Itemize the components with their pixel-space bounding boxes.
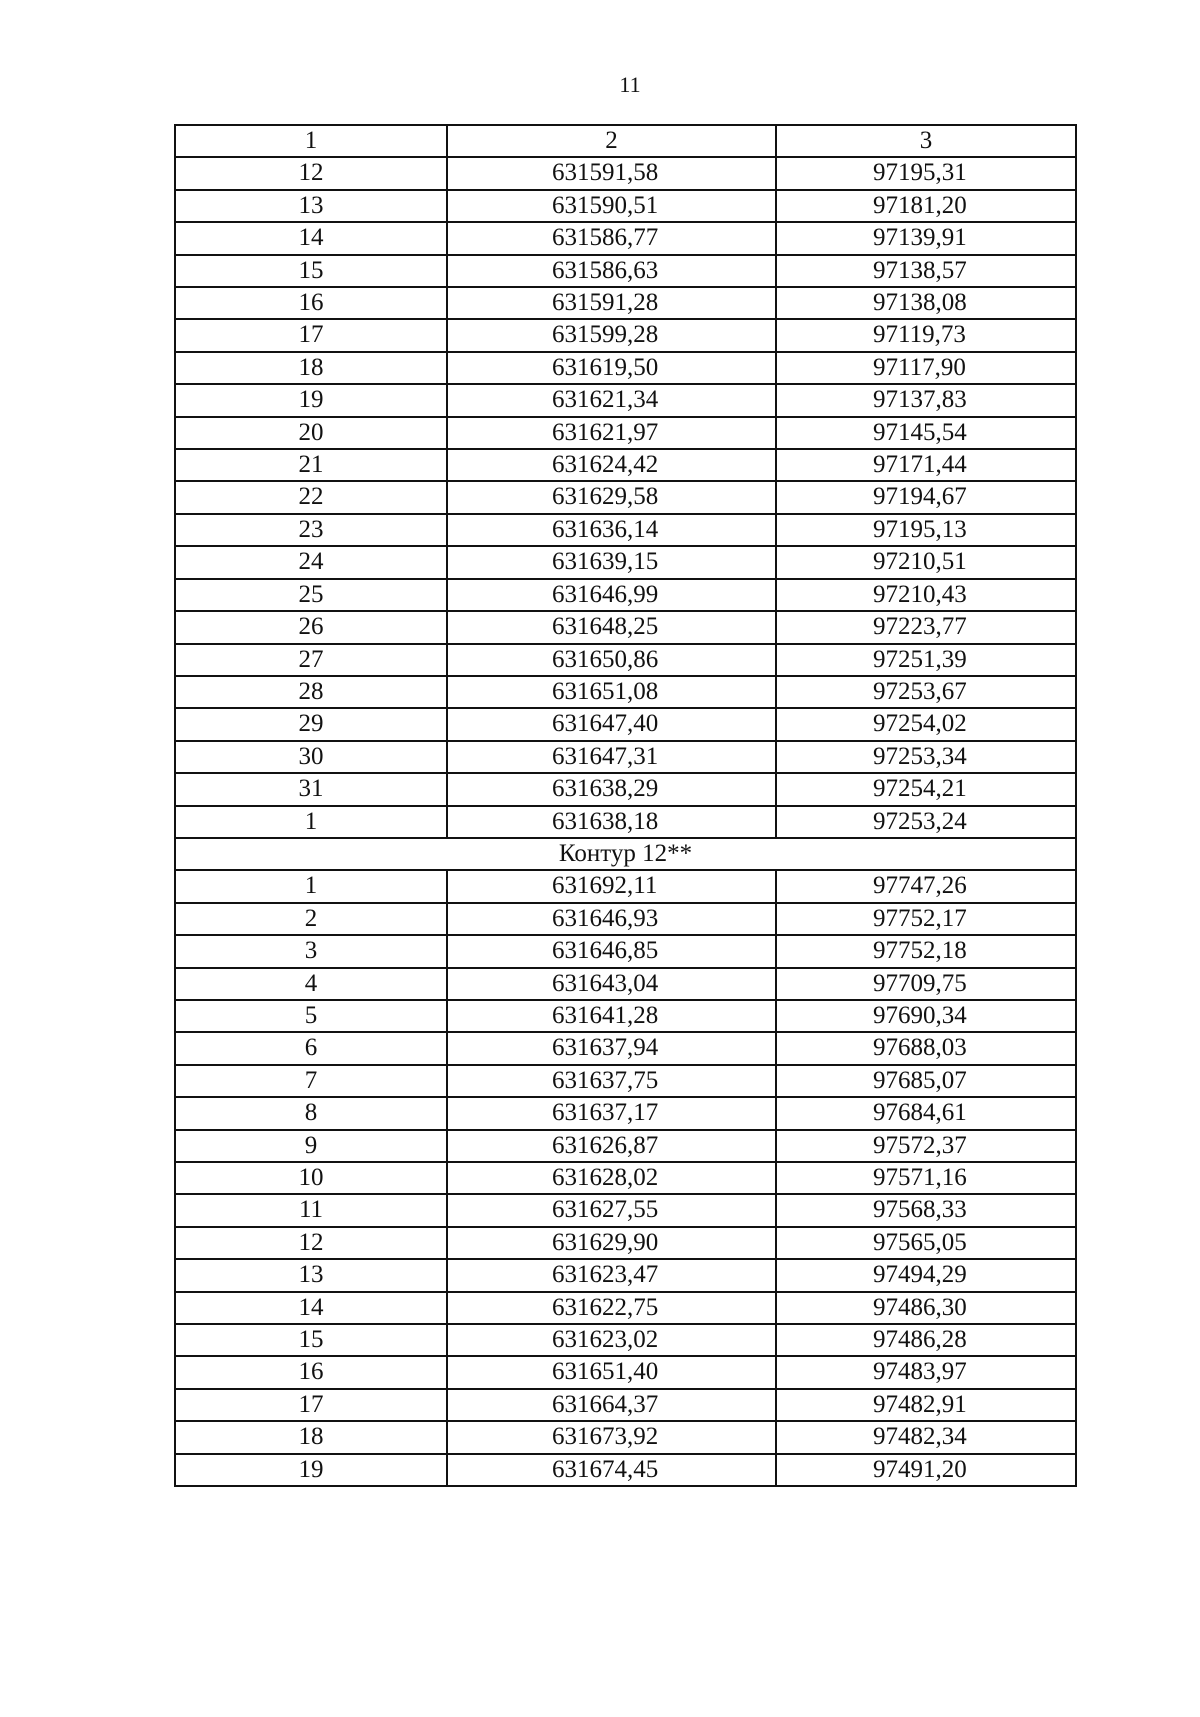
y-coordinate-cell: 97137,83 <box>776 384 1076 416</box>
table-row <box>175 935 1076 967</box>
point-number-cell: 15 <box>175 255 447 287</box>
table-row <box>175 1389 1076 1421</box>
x-coordinate-cell: 631648,25 <box>447 611 776 643</box>
y-coordinate-cell: 97709,75 <box>776 968 1076 1000</box>
section-title: Контур 12** <box>175 838 1076 870</box>
table-row <box>175 1292 1076 1324</box>
y-coordinate-cell: 97571,16 <box>776 1162 1076 1194</box>
table-row <box>175 1324 1076 1356</box>
point-number-cell: 11 <box>175 1194 447 1226</box>
table-row <box>175 1032 1076 1064</box>
x-coordinate-cell: 631619,50 <box>447 352 776 384</box>
point-number-cell: 10 <box>175 1162 447 1194</box>
x-coordinate-cell: 631629,90 <box>447 1227 776 1259</box>
table-row <box>175 676 1076 708</box>
x-coordinate-cell: 631647,40 <box>447 708 776 740</box>
y-coordinate-cell: 97752,17 <box>776 903 1076 935</box>
x-coordinate-cell: 631639,15 <box>447 546 776 578</box>
point-number-cell: 31 <box>175 773 447 805</box>
point-number-cell: 18 <box>175 352 447 384</box>
header-cell-x: 2 <box>447 125 776 157</box>
point-number-cell: 9 <box>175 1130 447 1162</box>
table-row <box>175 1130 1076 1162</box>
point-number-cell: 18 <box>175 1421 447 1453</box>
x-coordinate-cell: 631646,99 <box>447 579 776 611</box>
table-row <box>175 514 1076 546</box>
x-coordinate-cell: 631622,75 <box>447 1292 776 1324</box>
table-row <box>175 222 1076 254</box>
x-coordinate-cell: 631626,87 <box>447 1130 776 1162</box>
y-coordinate-cell: 97494,29 <box>776 1259 1076 1291</box>
x-coordinate-cell: 631627,55 <box>447 1194 776 1226</box>
coordinates-table-body <box>175 125 1076 1486</box>
x-coordinate-cell: 631637,75 <box>447 1065 776 1097</box>
table-row <box>175 708 1076 740</box>
point-number-cell: 13 <box>175 1259 447 1291</box>
coordinates-table <box>174 124 1077 1487</box>
x-coordinate-cell: 631646,85 <box>447 935 776 967</box>
table-row <box>175 319 1076 351</box>
point-number-cell: 13 <box>175 190 447 222</box>
table-row <box>175 546 1076 578</box>
y-coordinate-cell: 97195,31 <box>776 157 1076 189</box>
table-row <box>175 287 1076 319</box>
point-number-cell: 8 <box>175 1097 447 1129</box>
x-coordinate-cell: 631586,77 <box>447 222 776 254</box>
y-coordinate-cell: 97117,90 <box>776 352 1076 384</box>
x-coordinate-cell: 631674,45 <box>447 1454 776 1486</box>
y-coordinate-cell: 97145,54 <box>776 417 1076 449</box>
point-number-cell: 23 <box>175 514 447 546</box>
x-coordinate-cell: 631623,02 <box>447 1324 776 1356</box>
point-number-cell: 2 <box>175 903 447 935</box>
x-coordinate-cell: 631650,86 <box>447 644 776 676</box>
point-number-cell: 24 <box>175 546 447 578</box>
x-coordinate-cell: 631641,28 <box>447 1000 776 1032</box>
x-coordinate-cell: 631638,18 <box>447 806 776 838</box>
x-coordinate-cell: 631692,11 <box>447 870 776 902</box>
point-number-cell: 15 <box>175 1324 447 1356</box>
table-row <box>175 1421 1076 1453</box>
section-title-row <box>175 838 1076 870</box>
y-coordinate-cell: 97482,34 <box>776 1421 1076 1453</box>
y-coordinate-cell: 97685,07 <box>776 1065 1076 1097</box>
y-coordinate-cell: 97194,67 <box>776 481 1076 513</box>
x-coordinate-cell: 631643,04 <box>447 968 776 1000</box>
table-row <box>175 1356 1076 1388</box>
point-number-cell: 25 <box>175 579 447 611</box>
table-row <box>175 968 1076 1000</box>
x-coordinate-cell: 631647,31 <box>447 741 776 773</box>
point-number-cell: 1 <box>175 870 447 902</box>
x-coordinate-cell: 631646,93 <box>447 903 776 935</box>
point-number-cell: 19 <box>175 1454 447 1486</box>
point-number-cell: 17 <box>175 319 447 351</box>
y-coordinate-cell: 97210,51 <box>776 546 1076 578</box>
table-row <box>175 1097 1076 1129</box>
table-row <box>175 741 1076 773</box>
point-number-cell: 20 <box>175 417 447 449</box>
y-coordinate-cell: 97568,33 <box>776 1194 1076 1226</box>
point-number-cell: 28 <box>175 676 447 708</box>
x-coordinate-cell: 631638,29 <box>447 773 776 805</box>
y-coordinate-cell: 97684,61 <box>776 1097 1076 1129</box>
header-cell-y: 3 <box>776 125 1076 157</box>
x-coordinate-cell: 631591,28 <box>447 287 776 319</box>
y-coordinate-cell: 97223,77 <box>776 611 1076 643</box>
x-coordinate-cell: 631624,42 <box>447 449 776 481</box>
table-row <box>175 1259 1076 1291</box>
point-number-cell: 16 <box>175 287 447 319</box>
table-row <box>175 157 1076 189</box>
y-coordinate-cell: 97210,43 <box>776 579 1076 611</box>
x-coordinate-cell: 631637,17 <box>447 1097 776 1129</box>
table-row <box>175 903 1076 935</box>
y-coordinate-cell: 97119,73 <box>776 319 1076 351</box>
point-number-cell: 12 <box>175 1227 447 1259</box>
point-number-cell: 22 <box>175 481 447 513</box>
table-row <box>175 611 1076 643</box>
y-coordinate-cell: 97491,20 <box>776 1454 1076 1486</box>
y-coordinate-cell: 97253,24 <box>776 806 1076 838</box>
y-coordinate-cell: 97486,30 <box>776 1292 1076 1324</box>
y-coordinate-cell: 97253,34 <box>776 741 1076 773</box>
x-coordinate-cell: 631599,28 <box>447 319 776 351</box>
table-row <box>175 190 1076 222</box>
y-coordinate-cell: 97253,67 <box>776 676 1076 708</box>
x-coordinate-cell: 631586,63 <box>447 255 776 287</box>
point-number-cell: 17 <box>175 1389 447 1421</box>
x-coordinate-cell: 631637,94 <box>447 1032 776 1064</box>
x-coordinate-cell: 631651,40 <box>447 1356 776 1388</box>
y-coordinate-cell: 97572,37 <box>776 1130 1076 1162</box>
y-coordinate-cell: 97688,03 <box>776 1032 1076 1064</box>
point-number-cell: 1 <box>175 806 447 838</box>
point-number-cell: 26 <box>175 611 447 643</box>
table-row <box>175 644 1076 676</box>
point-number-cell: 7 <box>175 1065 447 1097</box>
point-number-cell: 16 <box>175 1356 447 1388</box>
point-number-cell: 30 <box>175 741 447 773</box>
y-coordinate-cell: 97254,02 <box>776 708 1076 740</box>
point-number-cell: 29 <box>175 708 447 740</box>
x-coordinate-cell: 631590,51 <box>447 190 776 222</box>
y-coordinate-cell: 97752,18 <box>776 935 1076 967</box>
y-coordinate-cell: 97482,91 <box>776 1389 1076 1421</box>
x-coordinate-cell: 631591,58 <box>447 157 776 189</box>
point-number-cell: 14 <box>175 1292 447 1324</box>
header-cell-point: 1 <box>175 125 447 157</box>
table-row <box>175 1227 1076 1259</box>
point-number-cell: 4 <box>175 968 447 1000</box>
y-coordinate-cell: 97195,13 <box>776 514 1076 546</box>
table-row <box>175 352 1076 384</box>
y-coordinate-cell: 97483,97 <box>776 1356 1076 1388</box>
y-coordinate-cell: 97181,20 <box>776 190 1076 222</box>
x-coordinate-cell: 631673,92 <box>447 1421 776 1453</box>
table-row <box>175 806 1076 838</box>
table-row <box>175 417 1076 449</box>
page-number: 11 <box>619 72 641 97</box>
point-number-cell: 19 <box>175 384 447 416</box>
y-coordinate-cell: 97138,57 <box>776 255 1076 287</box>
y-coordinate-cell: 97486,28 <box>776 1324 1076 1356</box>
table-row <box>175 255 1076 287</box>
point-number-cell: 5 <box>175 1000 447 1032</box>
table-row <box>175 1065 1076 1097</box>
point-number-cell: 27 <box>175 644 447 676</box>
x-coordinate-cell: 631621,34 <box>447 384 776 416</box>
point-number-cell: 14 <box>175 222 447 254</box>
table-row <box>175 1000 1076 1032</box>
table-row <box>175 1194 1076 1226</box>
table-row <box>175 773 1076 805</box>
y-coordinate-cell: 97254,21 <box>776 773 1076 805</box>
y-coordinate-cell: 97690,34 <box>776 1000 1076 1032</box>
table-row <box>175 384 1076 416</box>
table-row <box>175 870 1076 902</box>
table-row <box>175 1162 1076 1194</box>
x-coordinate-cell: 631664,37 <box>447 1389 776 1421</box>
x-coordinate-cell: 631621,97 <box>447 417 776 449</box>
y-coordinate-cell: 97747,26 <box>776 870 1076 902</box>
y-coordinate-cell: 97565,05 <box>776 1227 1076 1259</box>
table-header-row <box>175 125 1076 157</box>
point-number-cell: 3 <box>175 935 447 967</box>
point-number-cell: 6 <box>175 1032 447 1064</box>
x-coordinate-cell: 631629,58 <box>447 481 776 513</box>
table-row <box>175 1454 1076 1486</box>
y-coordinate-cell: 97138,08 <box>776 287 1076 319</box>
table-row <box>175 481 1076 513</box>
point-number-cell: 12 <box>175 157 447 189</box>
table-row <box>175 449 1076 481</box>
x-coordinate-cell: 631636,14 <box>447 514 776 546</box>
table-row <box>175 579 1076 611</box>
x-coordinate-cell: 631628,02 <box>447 1162 776 1194</box>
point-number-cell: 21 <box>175 449 447 481</box>
x-coordinate-cell: 631623,47 <box>447 1259 776 1291</box>
y-coordinate-cell: 97139,91 <box>776 222 1076 254</box>
y-coordinate-cell: 97251,39 <box>776 644 1076 676</box>
y-coordinate-cell: 97171,44 <box>776 449 1076 481</box>
x-coordinate-cell: 631651,08 <box>447 676 776 708</box>
